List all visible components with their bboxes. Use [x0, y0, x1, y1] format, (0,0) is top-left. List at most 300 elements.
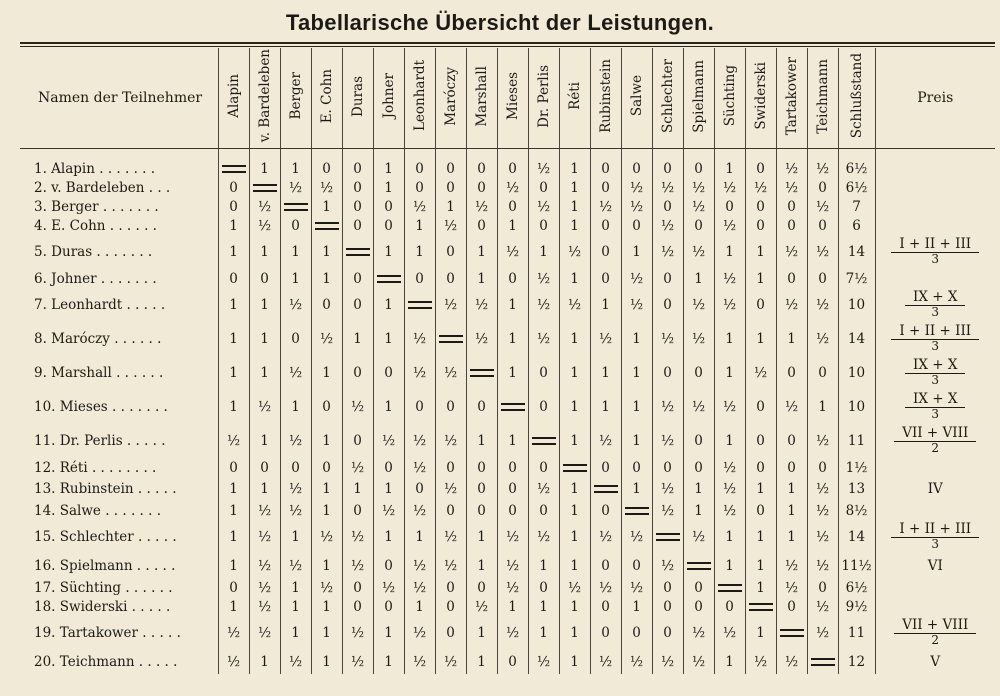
- result-cell: 1: [466, 424, 497, 458]
- player-column-header: [342, 48, 373, 149]
- result-cell: ½: [652, 322, 683, 356]
- result-cell: 0: [652, 578, 683, 597]
- spacer-cell: [590, 149, 621, 160]
- result-cell: ½: [280, 288, 311, 322]
- result-cell: 1: [590, 390, 621, 424]
- result-cell: 0: [466, 458, 497, 477]
- result-cell: 1: [559, 197, 590, 216]
- result-cell: 0: [218, 458, 249, 477]
- result-cell: ½: [528, 520, 559, 554]
- spacer-cell: [652, 149, 683, 160]
- result-cell: 0: [342, 356, 373, 390]
- result-cell: ½: [249, 616, 280, 650]
- result-cell: 0: [466, 390, 497, 424]
- result-cell: 0: [590, 501, 621, 520]
- result-cell: 0: [807, 458, 838, 477]
- result-cell: ½: [373, 501, 404, 520]
- player-name: 13. Rubinstein . . . . .: [34, 481, 177, 497]
- result-cell: 0: [497, 477, 528, 501]
- prize-fraction: [905, 290, 965, 319]
- result-cell: 1: [280, 597, 311, 616]
- result-cell: ½: [435, 424, 466, 458]
- result-cell: ½: [404, 356, 435, 390]
- result-cell: ½: [280, 554, 311, 578]
- final-score: 10: [838, 390, 875, 424]
- prize-cell: [875, 178, 995, 197]
- result-cell: 1: [435, 197, 466, 216]
- prize-numerator: IX + X: [905, 392, 965, 408]
- result-cell: 0: [807, 216, 838, 235]
- result-cell: 1: [280, 390, 311, 424]
- diagonal-cell: [807, 650, 838, 674]
- result-cell: 0: [404, 477, 435, 501]
- spacer-cell: [466, 149, 497, 160]
- prize-cell: [875, 458, 995, 477]
- result-cell: 1: [218, 597, 249, 616]
- result-cell: 0: [776, 269, 807, 288]
- player-column-label: Spielmann: [690, 59, 707, 133]
- result-cell: 0: [714, 197, 745, 216]
- result-cell: ½: [807, 322, 838, 356]
- result-cell: 1: [528, 235, 559, 269]
- result-cell: ½: [280, 650, 311, 674]
- result-cell: 1: [714, 424, 745, 458]
- result-cell: 0: [466, 159, 497, 178]
- player-column-header: [528, 48, 559, 149]
- spacer-cell: [373, 149, 404, 160]
- result-cell: 0: [342, 178, 373, 197]
- prize-denominator: 3: [931, 537, 940, 552]
- table-row: [20, 554, 995, 578]
- result-cell: 0: [590, 235, 621, 269]
- result-cell: 1: [621, 424, 652, 458]
- result-cell: 0: [621, 458, 652, 477]
- table-row: [20, 159, 995, 178]
- result-cell: ½: [528, 322, 559, 356]
- result-cell: 0: [745, 216, 776, 235]
- result-cell: ½: [373, 424, 404, 458]
- result-cell: 1: [218, 554, 249, 578]
- result-cell: ½: [590, 322, 621, 356]
- player-column-header: [745, 48, 776, 149]
- result-cell: 0: [590, 159, 621, 178]
- result-cell: ½: [683, 520, 714, 554]
- player-name: 3. Berger . . . . . . .: [34, 198, 159, 215]
- result-cell: 0: [590, 554, 621, 578]
- result-cell: 1: [714, 554, 745, 578]
- result-cell: 1: [621, 356, 652, 390]
- result-cell: ½: [342, 520, 373, 554]
- prize-denominator: 3: [931, 339, 940, 354]
- result-cell: 1: [280, 578, 311, 597]
- result-cell: 0: [435, 578, 466, 597]
- final-score: 10: [838, 356, 875, 390]
- result-cell: 1: [776, 477, 807, 501]
- table-row: [20, 477, 995, 501]
- prize-denominator: 3: [931, 407, 940, 422]
- player-column-header: [466, 48, 497, 149]
- result-cell: ½: [683, 616, 714, 650]
- prize-cell: [875, 390, 995, 424]
- player-name: 1. Alapin . . . . . . .: [34, 160, 156, 177]
- result-cell: 1: [218, 501, 249, 520]
- table-row: [20, 178, 995, 197]
- result-cell: 1: [311, 616, 342, 650]
- result-cell: 0: [497, 501, 528, 520]
- player-column-label: Duras: [349, 75, 366, 117]
- result-cell: ½: [714, 501, 745, 520]
- prize-numerator: I + II + III: [891, 237, 979, 253]
- result-cell: ½: [745, 356, 776, 390]
- result-cell: ½: [311, 520, 342, 554]
- result-cell: ½: [435, 288, 466, 322]
- diagonal-mark: [780, 629, 804, 637]
- result-cell: 0: [280, 322, 311, 356]
- prize-cell: [875, 520, 995, 554]
- result-cell: 1: [745, 616, 776, 650]
- spacer-cell: [404, 149, 435, 160]
- result-cell: ½: [249, 390, 280, 424]
- diagonal-cell: [652, 520, 683, 554]
- result-cell: ½: [776, 554, 807, 578]
- result-cell: 1: [590, 356, 621, 390]
- title-rule-thin: [20, 46, 995, 47]
- result-cell: ½: [497, 616, 528, 650]
- player-column-header: [280, 48, 311, 149]
- result-cell: ½: [249, 520, 280, 554]
- result-cell: 1: [621, 477, 652, 501]
- result-cell: ½: [311, 178, 342, 197]
- result-cell: ½: [776, 650, 807, 674]
- player-name: 4. E. Cohn . . . . . .: [34, 217, 157, 234]
- prize-cell: [875, 288, 995, 322]
- result-cell: 0: [497, 458, 528, 477]
- player-name: 2. v. Bardeleben . . .: [34, 179, 171, 196]
- result-cell: ½: [621, 197, 652, 216]
- player-column-label: Tartakower: [783, 56, 800, 136]
- result-cell: 1: [311, 197, 342, 216]
- result-cell: ½: [776, 578, 807, 597]
- result-cell: 0: [435, 616, 466, 650]
- result-cell: ½: [652, 650, 683, 674]
- result-cell: 0: [528, 578, 559, 597]
- result-cell: 1: [559, 269, 590, 288]
- prize-cell: [875, 159, 995, 178]
- result-cell: 1: [373, 235, 404, 269]
- spacer-cell: [776, 149, 807, 160]
- result-cell: ½: [249, 597, 280, 616]
- table-row: [20, 578, 995, 597]
- player-name: 16. Spielmann . . . . .: [34, 558, 176, 574]
- diagonal-mark: [408, 301, 432, 309]
- result-cell: 1: [497, 322, 528, 356]
- result-cell: 1: [776, 322, 807, 356]
- player-column-label: Teichmann: [814, 58, 831, 134]
- result-cell: ½: [807, 424, 838, 458]
- result-cell: 1: [218, 477, 249, 501]
- final-score: 6: [838, 216, 875, 235]
- result-cell: 1: [311, 501, 342, 520]
- spacer-cell: [249, 149, 280, 160]
- result-cell: 0: [807, 178, 838, 197]
- result-cell: ½: [807, 477, 838, 501]
- result-cell: 0: [621, 616, 652, 650]
- result-cell: 0: [652, 159, 683, 178]
- result-cell: 1: [311, 235, 342, 269]
- result-cell: ½: [807, 597, 838, 616]
- result-cell: 1: [280, 159, 311, 178]
- result-cell: ½: [621, 178, 652, 197]
- result-cell: 1: [218, 390, 249, 424]
- result-cell: ½: [714, 216, 745, 235]
- result-cell: ½: [342, 458, 373, 477]
- result-cell: 1: [466, 520, 497, 554]
- result-cell: ½: [652, 178, 683, 197]
- diagonal-cell: [373, 269, 404, 288]
- result-cell: 0: [342, 269, 373, 288]
- diagonal-cell: [249, 178, 280, 197]
- result-cell: ½: [776, 178, 807, 197]
- prize-denominator: 3: [931, 373, 940, 388]
- spacer-cell: [497, 149, 528, 160]
- player-column-header: [404, 48, 435, 149]
- spacer-cell: [745, 149, 776, 160]
- prize-denominator: 3: [931, 252, 940, 267]
- result-cell: ½: [590, 578, 621, 597]
- result-cell: 0: [621, 554, 652, 578]
- result-cell: 0: [621, 216, 652, 235]
- result-cell: 0: [590, 597, 621, 616]
- result-cell: 0: [466, 178, 497, 197]
- result-cell: 1: [745, 322, 776, 356]
- result-cell: 1: [373, 520, 404, 554]
- final-score: 12: [838, 650, 875, 674]
- result-cell: 1: [497, 597, 528, 616]
- diagonal-cell: [745, 597, 776, 616]
- player-name: 15. Schlechter . . . . .: [34, 529, 177, 545]
- player-column-header: [249, 48, 280, 149]
- result-cell: 0: [683, 356, 714, 390]
- result-cell: 1: [683, 477, 714, 501]
- player-column-header: [435, 48, 466, 149]
- score-column-label: Schlußstand: [848, 53, 865, 139]
- result-cell: ½: [218, 424, 249, 458]
- final-score: 6½: [838, 578, 875, 597]
- spacer-cell: [807, 149, 838, 160]
- result-cell: 0: [683, 458, 714, 477]
- result-cell: 0: [466, 501, 497, 520]
- result-cell: 0: [745, 501, 776, 520]
- crosstable-body: [20, 149, 995, 675]
- result-cell: 1: [559, 178, 590, 197]
- spacer-cell: [20, 149, 218, 160]
- result-cell: 0: [497, 650, 528, 674]
- final-score: 7½: [838, 269, 875, 288]
- final-score: 11½: [838, 554, 875, 578]
- prize-cell: [875, 197, 995, 216]
- result-cell: 1: [776, 501, 807, 520]
- result-cell: 1: [280, 520, 311, 554]
- spacer-row: [20, 149, 995, 160]
- result-cell: ½: [683, 390, 714, 424]
- result-cell: ½: [466, 288, 497, 322]
- diagonal-cell: [342, 235, 373, 269]
- prize-cell: [875, 424, 995, 458]
- diagonal-mark: [315, 222, 339, 230]
- player-column-header: [373, 48, 404, 149]
- player-column-header: [807, 48, 838, 149]
- spacer-cell: [683, 149, 714, 160]
- result-cell: 1: [621, 235, 652, 269]
- result-cell: ½: [528, 650, 559, 674]
- result-cell: 1: [218, 216, 249, 235]
- result-cell: ½: [528, 269, 559, 288]
- result-cell: 1: [373, 477, 404, 501]
- player-column-label: E. Cohn: [318, 68, 335, 124]
- result-cell: ½: [218, 616, 249, 650]
- table-row: [20, 288, 995, 322]
- result-cell: ½: [404, 578, 435, 597]
- result-cell: 1: [745, 554, 776, 578]
- result-cell: 1: [249, 322, 280, 356]
- result-cell: ½: [559, 235, 590, 269]
- result-cell: 1: [311, 477, 342, 501]
- prize-numerator: VII + VIII: [894, 426, 976, 442]
- prize-cell: V: [875, 650, 995, 674]
- result-cell: ½: [311, 578, 342, 597]
- result-cell: ½: [280, 356, 311, 390]
- result-cell: ½: [466, 322, 497, 356]
- result-cell: ½: [807, 520, 838, 554]
- player-name: 11. Dr. Perlis . . . . .: [34, 433, 166, 449]
- result-cell: ½: [342, 390, 373, 424]
- result-cell: ½: [249, 197, 280, 216]
- result-cell: ½: [807, 501, 838, 520]
- result-cell: 1: [745, 578, 776, 597]
- result-cell: ½: [404, 554, 435, 578]
- player-column-header: [652, 48, 683, 149]
- result-cell: 0: [342, 597, 373, 616]
- table-row: [20, 616, 995, 650]
- spacer-cell: [838, 149, 875, 160]
- prize-column-header: Preis: [875, 48, 995, 149]
- result-cell: 0: [528, 390, 559, 424]
- diagonal-cell: [590, 477, 621, 501]
- result-cell: 1: [683, 501, 714, 520]
- prize-cell: [875, 501, 995, 520]
- final-score: 9½: [838, 597, 875, 616]
- player-column-label: Swiderski: [752, 62, 769, 130]
- crosstable: [20, 48, 995, 674]
- result-cell: ½: [590, 650, 621, 674]
- result-cell: 0: [373, 597, 404, 616]
- result-cell: ½: [435, 650, 466, 674]
- result-cell: ½: [466, 597, 497, 616]
- result-cell: ½: [249, 554, 280, 578]
- result-cell: ½: [342, 650, 373, 674]
- spacer-cell: [218, 149, 249, 160]
- diagonal-mark: [284, 203, 308, 211]
- result-cell: 1: [218, 520, 249, 554]
- result-cell: 0: [497, 269, 528, 288]
- result-cell: ½: [621, 578, 652, 597]
- result-cell: 0: [280, 216, 311, 235]
- result-cell: 0: [435, 501, 466, 520]
- result-cell: ½: [435, 520, 466, 554]
- result-cell: 0: [373, 216, 404, 235]
- spacer-cell: [311, 149, 342, 160]
- result-cell: ½: [807, 235, 838, 269]
- player-column-label: Rubinstein: [597, 59, 614, 133]
- result-cell: 1: [807, 390, 838, 424]
- player-name: 12. Réti . . . . . . . .: [34, 459, 157, 476]
- result-cell: ½: [621, 288, 652, 322]
- result-cell: ½: [497, 554, 528, 578]
- result-cell: ½: [280, 424, 311, 458]
- result-cell: 1: [621, 322, 652, 356]
- result-cell: ½: [776, 159, 807, 178]
- result-cell: 0: [807, 269, 838, 288]
- result-cell: 1: [373, 178, 404, 197]
- diagonal-mark: [718, 584, 742, 592]
- diagonal-mark: [687, 562, 711, 570]
- result-cell: 0: [218, 269, 249, 288]
- result-cell: 0: [311, 288, 342, 322]
- result-cell: ½: [435, 216, 466, 235]
- result-cell: 1: [745, 477, 776, 501]
- page-title: Tabellarische Übersicht der Leistungen.: [285, 10, 715, 35]
- result-cell: 1: [311, 424, 342, 458]
- player-name: 9. Marshall . . . . . .: [34, 365, 164, 381]
- result-cell: 1: [590, 288, 621, 322]
- result-cell: ½: [497, 578, 528, 597]
- prize-cell: [875, 269, 995, 288]
- result-cell: ½: [466, 197, 497, 216]
- diagonal-cell: [311, 216, 342, 235]
- player-column-header: [311, 48, 342, 149]
- player-column-label: Mieses: [504, 72, 521, 120]
- result-cell: 1: [497, 356, 528, 390]
- result-cell: 0: [807, 356, 838, 390]
- diagonal-mark: [594, 485, 618, 493]
- prize-cell: [875, 616, 995, 650]
- player-column-label: Salwe: [628, 75, 645, 117]
- result-cell: 0: [435, 390, 466, 424]
- spacer-cell: [528, 149, 559, 160]
- diagonal-mark: [625, 507, 649, 515]
- result-cell: 1: [745, 269, 776, 288]
- result-cell: ½: [404, 424, 435, 458]
- result-cell: ½: [652, 477, 683, 501]
- result-cell: ½: [404, 458, 435, 477]
- result-cell: ½: [559, 578, 590, 597]
- result-cell: ½: [652, 424, 683, 458]
- final-score: 11: [838, 424, 875, 458]
- diagonal-cell: [466, 356, 497, 390]
- result-cell: 1: [373, 288, 404, 322]
- player-name: 20. Teichmann . . . . .: [34, 654, 178, 670]
- diagonal-mark: [253, 184, 277, 192]
- player-name: 17. Süchting . . . . . .: [34, 579, 173, 596]
- diagonal-cell: [497, 390, 528, 424]
- player-column-header: [621, 48, 652, 149]
- player-column-header: [559, 48, 590, 149]
- prize-cell: [875, 356, 995, 390]
- result-cell: ½: [435, 356, 466, 390]
- result-cell: 1: [280, 616, 311, 650]
- result-cell: ½: [652, 216, 683, 235]
- table-row: [20, 197, 995, 216]
